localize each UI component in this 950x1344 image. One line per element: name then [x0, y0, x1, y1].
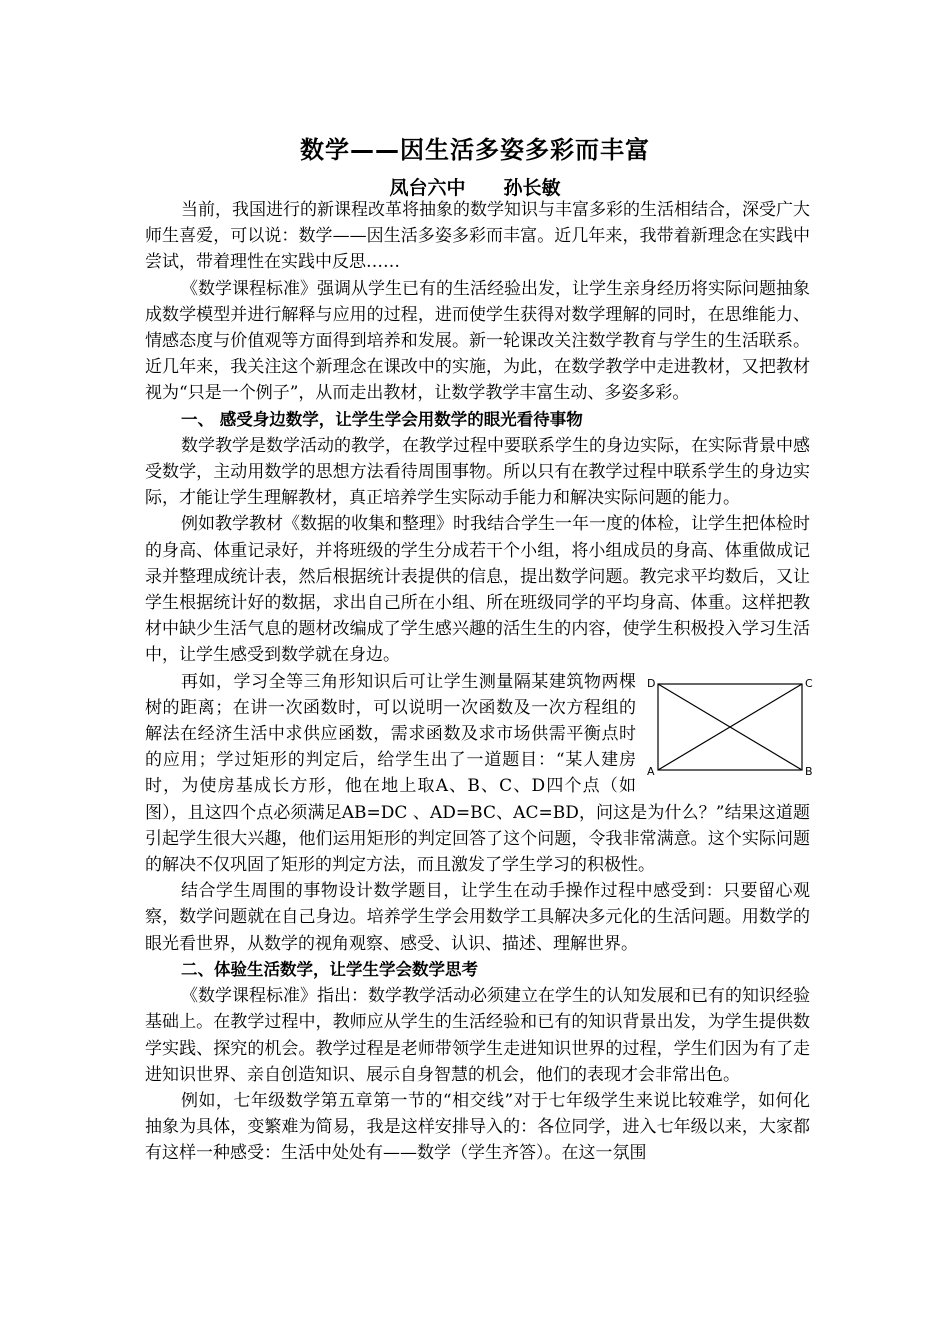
paragraph: 例如，七年级数学第五章第一节的“相交线”对于七年级学生来说比较难学，如何化抽象为具体，变繁难为简易，我是这样安排导入的：各位同学，进入七年级以来，大家都有这样一种感受：生活中处处有——数学（学生齐答）。在这一氛围: [145, 1090, 810, 1164]
label-a: A: [647, 764, 655, 778]
author-line: [0, 173, 950, 200]
label-c: C: [805, 676, 813, 690]
section-heading: 一、 感受身边数学，让学生学会用数学的眼光看待事物: [181, 409, 583, 429]
paragraph: 再如，学习全等三角形知识后可让学生测量隔某建筑物两棵树的距离；在讲一次函数时，可以说明一次函数及一次方程组的解法在经济生活中求供应函数，需求函数及求市场供需平衡点时的应用；学过矩形的判定后，给学生出了一道题目：“某人建房时，为使房基成长方形，他在地上取A、B、C、D四个点（如图），且这四个点必须满足AB=DC 、AD=BC、AC=BD，问这是为什么？”结果这道题引起学生很大兴趣，他们运用矩形的判定回答了这个问题，令我非常满意。这个实际问题的解决不仅巩固了矩形的判定方法，而且激发了学生学习的积极性。: [145, 671, 810, 876]
paragraph: 当前，我国进行的新课程改革将抽象的数学知识与丰富多彩的生活相结合，深受广大师生喜爱，可以说：数学——因生活多姿多彩而丰富。近几年来，我带着新理念在实践中尝试，带着理性在实践中反思……: [145, 200, 810, 273]
document-title: 数学——因生活多姿多彩而丰富: [300, 136, 650, 164]
author-name: 孙长敏: [503, 177, 561, 199]
section-heading: 二、体验生活数学，让学生学会数学思考: [181, 959, 478, 979]
author-school: 凤台六中: [389, 177, 466, 199]
rectangle-figure: [646, 675, 816, 779]
label-d: D: [647, 676, 656, 690]
label-b: B: [805, 764, 813, 778]
paragraph-with-figure: [145, 669, 813, 879]
paragraph: 《数学课程标准》指出：数学教学活动必须建立在学生的认知发展和已有的知识经验基础上。在教学过程中，教师应从学生的生活经验和已有的知识背景出发，为学生提供数学实践、探究的机会。教学过程是老师带领学生走进知识世界的过程，学生们因为有了走进知识世界、亲自创造知识、展示自身智慧的机会，他们的表现才会非常出色。: [145, 986, 810, 1085]
paragraph: 结合学生周围的事物设计数学题目，让学生在动手操作过程中感受到：只要留心观察，数学问题就在自己身边。培养学生学会用数学工具解决多元化的生活问题。用数学的眼光看世界，从数学的视角观察、感受、认识、描述、理解世界。: [145, 881, 810, 954]
paragraph: 《数学课程标准》强调从学生已有的生活经验出发，让学生亲身经历将实际问题抽象成数学模型并进行解释与应用的过程，进而使学生获得对数学理解的同时，在思维能力、情感态度与价值观等方面得到培养和发展。新一轮课改关注数学教育与学生的生活联系。近几年来，我关注这个新理念在课改中的实施，为此，在数学教学中走进教材，又把教材视为“只是一个例子”，从而走出教材，让数学教学丰富生动、多姿多彩。: [145, 278, 810, 404]
paragraph: 例如教学教材《数据的收集和整理》时我结合学生一年一度的体检，让学生把体检时的身高、体重记录好，并将班级的学生分成若干个小组，将小组成员的身高、体重做成记录并整理成统计表，然后根据统计表提供的信息，提出数学问题。教完求平均数后，又让学生根据统计好的数据，求出自己所在小组、所在班级同学的平均身高、体重。这样把教材中缺少生活气息的题材改编成了学生感兴趣的活生生的内容，使学生积极投入学习生活中，让学生感受到数学就在身边。: [145, 514, 810, 666]
paragraph: 数学教学是数学活动的教学，在教学过程中要联系学生的身边实际，在实际背景中感受数学，主动用数学的思想方法看待周围事物。所以只有在教学过程中联系学生的身边实际，才能让学生理解教材，真正培养学生实际动手能力和解决实际问题的能力。: [145, 435, 810, 509]
rectangle-diagram: [646, 675, 816, 779]
article-body: [145, 197, 813, 1167]
